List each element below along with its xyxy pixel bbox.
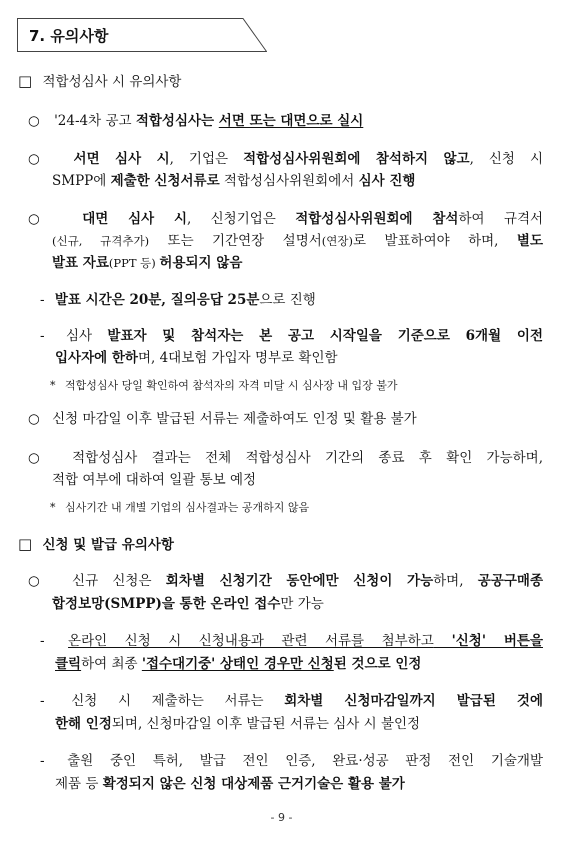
- item-text: 적합성심사위원회에서: [219, 173, 359, 189]
- item-text: 적합성심사 결과는 전체 적합성심사 기간의 종료 후 확인 가능하며,: [72, 450, 544, 466]
- subsection-heading-text: 적합성심사 시 유의사항: [42, 74, 182, 90]
- item-text: 만 가능: [280, 596, 324, 612]
- subsection-heading-2: [18, 535, 174, 554]
- item-text-bold: 별도: [516, 233, 544, 249]
- item-text-emphasis: '신청' 버튼을: [433, 633, 543, 649]
- list-item: [40, 692, 543, 710]
- list-item-continuation: [55, 655, 421, 673]
- item-text: 하여 규격서: [458, 211, 544, 227]
- list-item-continuation: [52, 595, 324, 613]
- item-text: , 기업은: [169, 151, 244, 167]
- asterisk-bullet: *: [50, 501, 56, 514]
- list-item-continuation: [52, 172, 415, 190]
- circle-bullet-icon: ○: [28, 113, 40, 129]
- item-text: 또는 기간연장 설명서: [149, 233, 322, 249]
- item-text-bold: 한해 인정: [55, 716, 112, 732]
- item-text-emphasis: 서면 또는 대면으로 실시: [218, 113, 364, 129]
- circle-bullet-icon: ○: [28, 450, 50, 466]
- footnote-text: 심사기간 내 개별 기업의 심사결과는 공개하지 않음: [65, 501, 310, 514]
- item-text: 출원 중인 특허, 발급 전인 인증, 완료·성공 판정 전인 기술개발: [67, 753, 544, 769]
- item-text-bold: 발표자 및 참석자는 본 공고 시작일을 기준으로 6개월 이전: [107, 328, 544, 344]
- list-item: [40, 752, 543, 770]
- item-text: 신규 신청은: [72, 573, 166, 589]
- dash-bullet: -: [40, 292, 45, 308]
- list-item: [40, 327, 543, 345]
- list-item: [40, 291, 316, 309]
- item-text-bold: 회차별 신청마감일까지 발급된 것에: [284, 693, 543, 709]
- circle-bullet-icon: ○: [28, 151, 51, 167]
- item-text-bold: 서면 심사 시: [73, 151, 170, 167]
- page-number: - 9 -: [270, 811, 293, 824]
- list-item-continuation: [52, 254, 242, 272]
- list-item-continuation: [52, 232, 543, 250]
- item-text: SMPP에: [52, 173, 111, 189]
- list-item: [28, 572, 543, 590]
- item-text: 며, 4대보험 가입자 명부로 확인함: [137, 350, 338, 366]
- list-item: [28, 410, 417, 428]
- dash-bullet: -: [40, 328, 45, 344]
- section-title: 7. 유의사항: [29, 27, 109, 45]
- item-text-bold: 대면 심사 시: [82, 211, 187, 227]
- list-item-continuation: [55, 349, 338, 367]
- circle-bullet-icon: ○: [28, 411, 40, 427]
- item-text: 로 발표하여야 하며,: [352, 233, 517, 249]
- item-text-bold: 발표 자료: [52, 255, 109, 271]
- list-item: [40, 632, 543, 650]
- item-text-bold: 확정되지 않은 신청 대상제품 근거기술은 활용 불가: [102, 776, 405, 792]
- dash-bullet: -: [40, 693, 45, 709]
- item-text-small: (PPT 등): [108, 256, 160, 270]
- list-item: [28, 150, 543, 168]
- item-text: , 신청 시: [469, 151, 544, 167]
- list-item-continuation: [55, 715, 420, 733]
- item-text-bold: 공공구매종: [477, 573, 543, 589]
- square-bullet-icon: □: [18, 72, 33, 90]
- item-text: 제품 등: [55, 776, 103, 792]
- dash-bullet: -: [40, 753, 45, 769]
- item-text: 으로 진행: [259, 292, 316, 308]
- footnote: [50, 377, 398, 395]
- item-text-bold: 심사 진행: [358, 173, 416, 189]
- circle-bullet-icon: ○: [28, 211, 55, 227]
- item-text: 되며, 신청마감일 이후 발급된 서류는 심사 시 불인정: [111, 716, 421, 732]
- subsection-heading-text: 신청 및 발급 유의사항: [42, 537, 174, 553]
- item-text-bold: 적합성심사위원회에 참석: [295, 211, 459, 227]
- footnote-text: 적합성심사 당일 확인하여 참석자의 자격 미달 시 심사장 내 입장 불가: [65, 379, 398, 392]
- item-text: 하며,: [433, 573, 478, 589]
- item-text-bold: 입사자에 한하: [55, 350, 138, 366]
- item-text-bold: 합정보망(SMPP)을 통한 온라인 접수: [52, 596, 281, 612]
- item-text: 적합 여부에 대하여 일괄 통보 예정: [52, 472, 257, 488]
- square-bullet-icon: □: [18, 535, 33, 553]
- item-text-underlined: 온라인 신청 시 신청내용과 관련 서류를 첨부하고: [68, 633, 434, 649]
- list-item-continuation: [52, 471, 256, 489]
- dash-bullet: -: [40, 633, 45, 649]
- subsection-heading-1: [18, 72, 181, 91]
- list-item: [28, 112, 363, 130]
- section-header-box: [17, 18, 267, 52]
- item-text-bold: 된 것으로 인정: [333, 656, 422, 672]
- item-text-bold: 발표 시간은 20분, 질의응답 25분: [54, 292, 260, 308]
- item-text: 심사: [65, 328, 108, 344]
- item-text: 신청 시 제출하는 서류는: [71, 693, 285, 709]
- circle-bullet-icon: ○: [28, 573, 50, 589]
- item-text: '24-4차 공고: [54, 113, 136, 129]
- item-text-bold: 적합성심사위원회에 참석하지 않고: [243, 151, 470, 167]
- footnote: [50, 499, 309, 517]
- item-text: , 신청기업은: [186, 211, 296, 227]
- list-item: [28, 210, 543, 228]
- item-text: 신청 마감일 이후 발급된 서류는 제출하여도 인정 및 활용 불가: [52, 411, 417, 427]
- item-text-small: (신규, 규격추가): [52, 234, 150, 248]
- list-item-continuation: [55, 775, 405, 793]
- item-text-emphasis: 클릭: [55, 656, 82, 672]
- item-text-bold: 허용되지 않음: [159, 255, 243, 271]
- item-text-bold: 회차별 신청기간 동안에만 신청이 가능: [165, 573, 434, 589]
- item-text-bold: 적합성심사는: [135, 113, 219, 129]
- item-text-emphasis: '접수대기중' 상태인 경우만 신청: [141, 656, 334, 672]
- list-item: [28, 449, 543, 467]
- item-text: 하여 최종: [81, 656, 142, 672]
- item-text-small: (연장): [321, 234, 353, 248]
- item-text-bold: 제출한 신청서류로: [110, 173, 220, 189]
- asterisk-bullet: *: [50, 379, 56, 392]
